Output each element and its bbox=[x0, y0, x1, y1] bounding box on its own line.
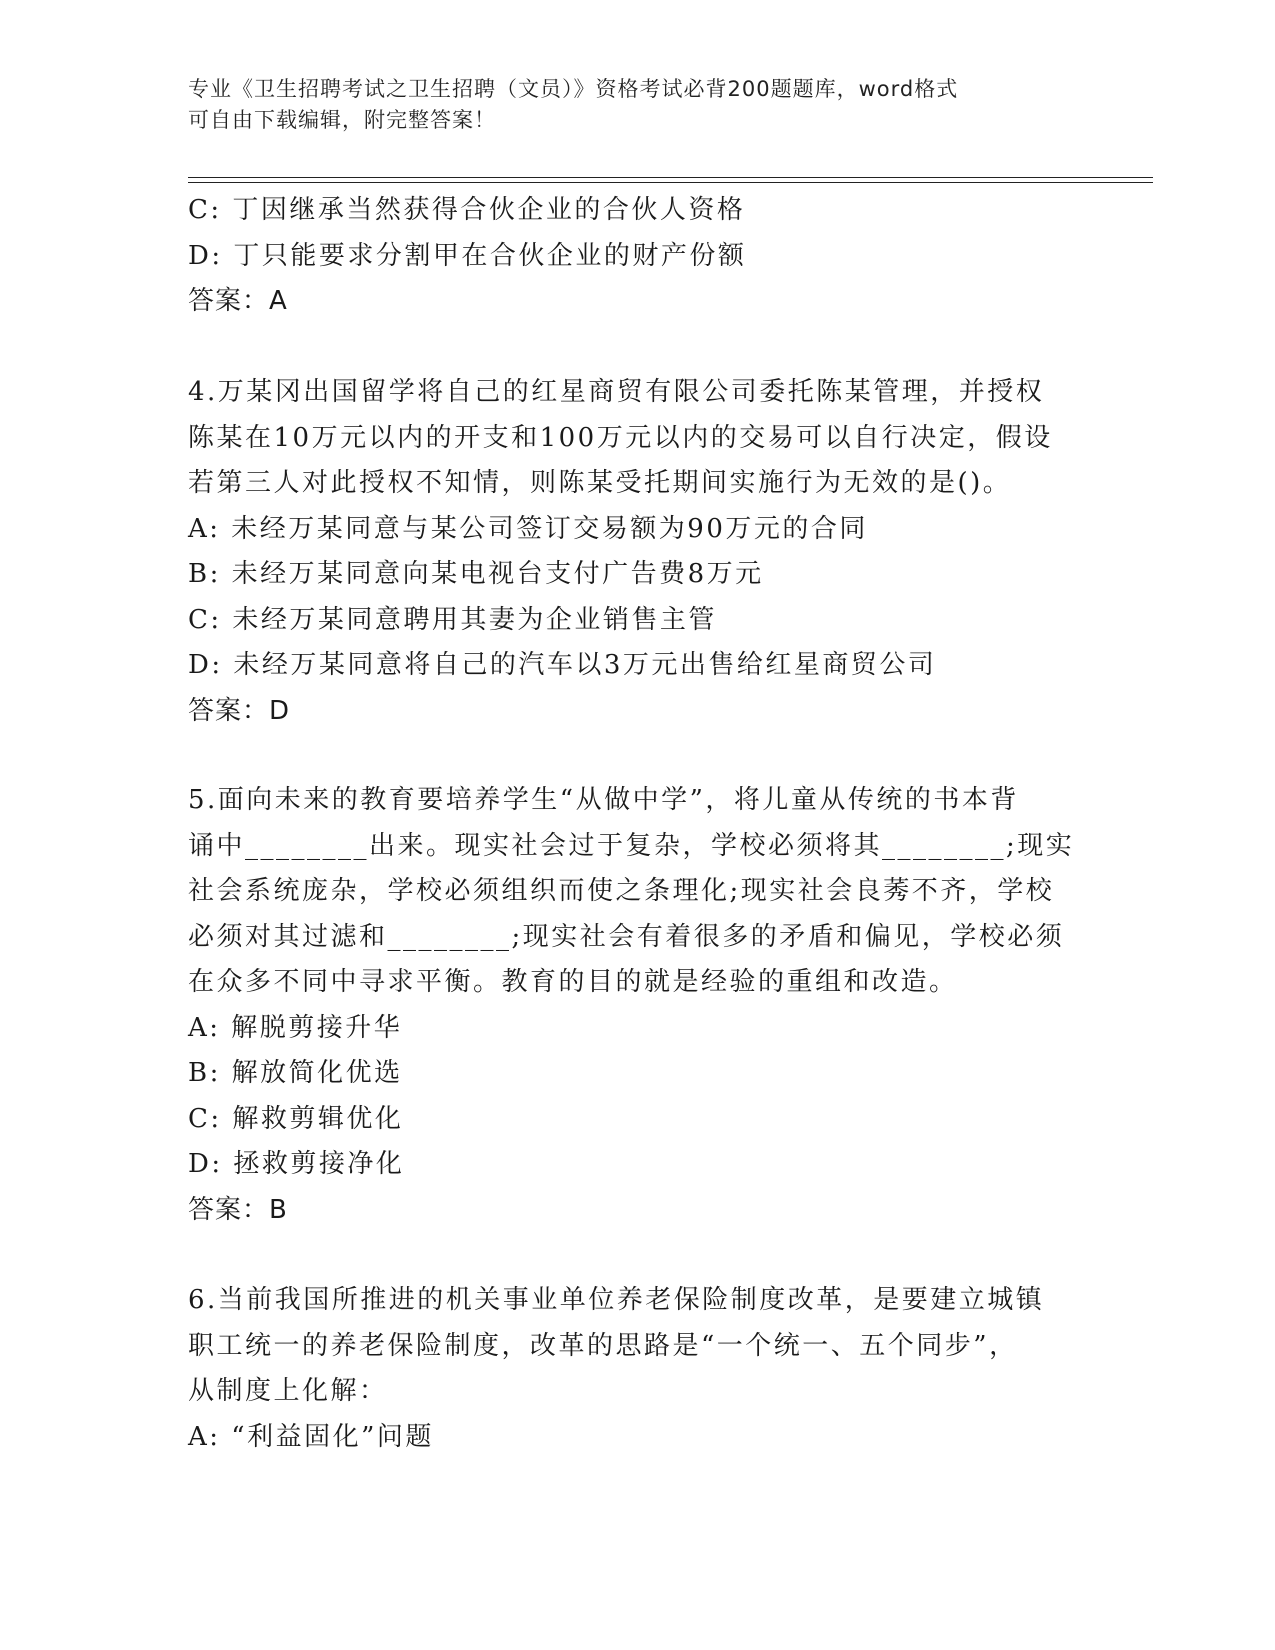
q5-stem-line-5: 在众多不同中寻求平衡。教育的目的就是经验的重组和改造。 bbox=[188, 967, 958, 997]
question-6 bbox=[188, 1278, 1078, 1460]
header-title-line-1: 专业《卫生招聘考试之卫生招聘（文员）》资格考试必背200题题库，word格式 bbox=[188, 77, 959, 101]
question-3-tail bbox=[188, 188, 1078, 325]
q5-stem-line-4: 必须对其过滤和________;现实社会有着很多的矛盾和偏见，学校必须 bbox=[188, 921, 1065, 952]
q4-option-a: A: 未经万某同意与某公司签订交易额为90万元的合同 bbox=[188, 513, 868, 544]
header-divider-top bbox=[188, 177, 1153, 178]
q4-stem-line-3: 若第三人对此授权不知情，则陈某受托期间实施行为无效的是()。 bbox=[188, 468, 1012, 498]
q5-option-b: B: 解放简化优选 bbox=[188, 1058, 403, 1088]
q4-option-d: D: 未经万某同意将自己的汽车以3万元出售给红星商贸公司 bbox=[188, 650, 937, 680]
header-title-line-2: 可自由下载编辑，附完整答案！ bbox=[188, 108, 496, 132]
q5-stem-line-3: 社会系统庞杂，学校必须组织而使之条理化;现实社会良莠不齐，学校 bbox=[188, 876, 1055, 906]
q3-answer: 答案：A bbox=[188, 286, 288, 316]
q4-stem-line-2: 陈某在10万元以内的开支和100万元以内的交易可以自行决定，假设 bbox=[188, 422, 1053, 453]
document-header bbox=[188, 74, 1088, 136]
question-5 bbox=[188, 778, 1078, 1233]
q5-stem-line-1: 5.面向未来的教育要培养学生“从做中学”，将儿童从传统的书本背 bbox=[188, 785, 1019, 815]
q6-option-a: A: “利益固化”问题 bbox=[188, 1421, 434, 1452]
q5-answer: 答案：B bbox=[188, 1194, 288, 1225]
q4-option-b: B: 未经万某同意向某电视台支付广告费8万元 bbox=[188, 559, 764, 589]
q6-stem-line-3: 从制度上化解： bbox=[188, 1376, 388, 1406]
q3-option-d: D: 丁只能要求分割甲在合伙企业的财产份额 bbox=[188, 240, 747, 271]
q6-stem-line-2: 职工统一的养老保险制度，改革的思路是“一个统一、五个同步”， bbox=[188, 1330, 1018, 1361]
q5-option-a: A: 解脱剪接升华 bbox=[188, 1012, 403, 1043]
header-divider-bottom bbox=[188, 182, 1153, 183]
q5-stem-line-2: 诵中________出来。现实社会过于复杂，学校必须将其________;现实 bbox=[188, 830, 1075, 861]
q6-stem-line-1: 6.当前我国所推进的机关事业单位养老保险制度改革，是要建立城镇 bbox=[188, 1285, 1045, 1315]
question-4 bbox=[188, 370, 1078, 734]
q4-answer: 答案：D bbox=[188, 695, 291, 726]
q4-option-c: C: 未经万某同意聘用其妻为企业销售主管 bbox=[188, 604, 717, 635]
q3-option-c: C: 丁因继承当然获得合伙企业的合伙人资格 bbox=[188, 195, 746, 225]
q4-stem-line-1: 4.万某冈出国留学将自己的红星商贸有限公司委托陈某管理，并授权 bbox=[188, 377, 1045, 407]
q5-option-d: D: 拯救剪接净化 bbox=[188, 1149, 405, 1179]
q5-option-c: C: 解救剪辑优化 bbox=[188, 1103, 404, 1134]
